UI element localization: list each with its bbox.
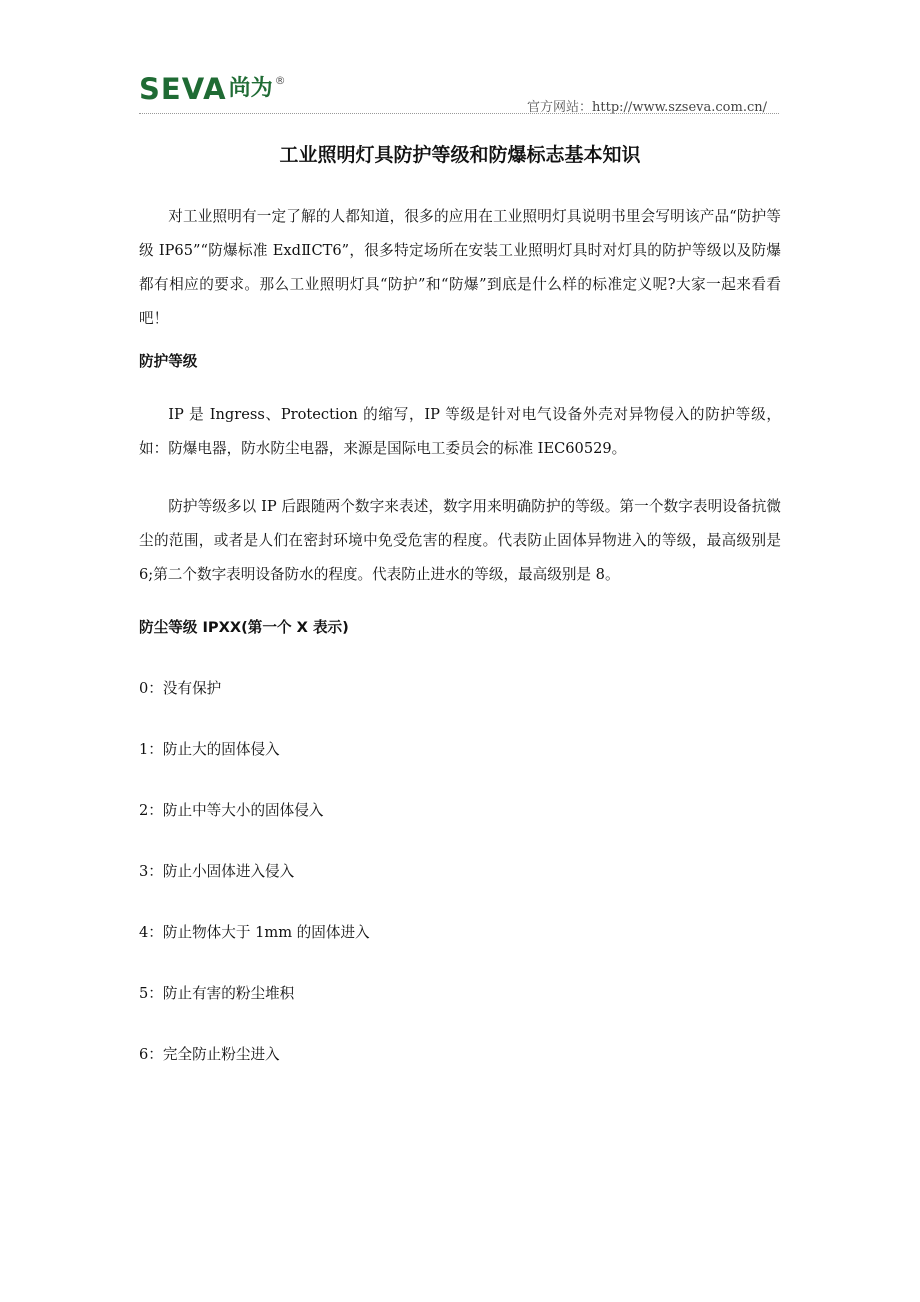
dust-level-item: 4：防止物体大于 1mm 的固体进入 [139, 924, 370, 941]
dust-level-item: 6：完全防止粉尘进入 [139, 1046, 280, 1063]
header-divider [139, 113, 779, 114]
logo-chinese-text: 尚为 [228, 76, 273, 101]
dust-level-item: 2：防止中等大小的固体侵入 [139, 802, 324, 819]
site-label: 官方网站： [527, 100, 593, 115]
ip-digits-paragraph: 防护等级多以 IP 后跟随两个数字来表述，数字用来明确防护的等级。第一个数字表明设备抗微尘的范围，或者是人们在密封环境中免受危害的程度。代表防止固体异物进入的等级，最高级别是 6;第二个数字表明设备防水的程度。代表防止进水的等级，最高级别是 8。 [139, 498, 781, 583]
intro-paragraph: 对工业照明有一定了解的人都知道，很多的应用在工业照明灯具说明书里会写明该产品“防护等级 IP65”“防爆标准 ExdⅡCT6”，很多特定场所在安装工业照明灯具时对灯具的防护等级以及防爆都有相应的要求。那么工业照明灯具“防护”和“防爆”到底是什么样的标准定义呢?大家一起来看看吧！ [139, 208, 781, 327]
dust-level-item: 5：防止有害的粉尘堆积 [139, 985, 295, 1002]
seva-logo [139, 72, 286, 108]
section-heading-protection-level: 防护等级 [139, 353, 198, 370]
ip-definition-paragraph: IP 是 Ingress、Protection 的缩写，IP 等级是针对电气设备外壳对异物侵入的防护等级，如：防爆电器，防水防尘电器，来源是国际电工委员会的标准 IEC60529。 [139, 406, 781, 457]
dust-level-heading: 防尘等级 IPXX(第一个 X 表示) [139, 619, 349, 636]
dust-level-item: 0：没有保护 [139, 680, 222, 697]
registered-mark: ® [274, 74, 286, 87]
dust-level-item: 1：防止大的固体侵入 [139, 741, 280, 758]
site-url-link[interactable]: http://www.szseva.com.cn/ [592, 100, 767, 115]
page-header [139, 72, 779, 116]
dust-level-list [139, 677, 781, 1067]
logo-latin-text: SEVA [139, 72, 227, 106]
article-title: 工业照明灯具防护等级和防爆标志基本知识 [279, 144, 641, 166]
article-body [139, 140, 781, 1067]
dust-level-item: 3：防止小固体进入侵入 [139, 863, 295, 880]
